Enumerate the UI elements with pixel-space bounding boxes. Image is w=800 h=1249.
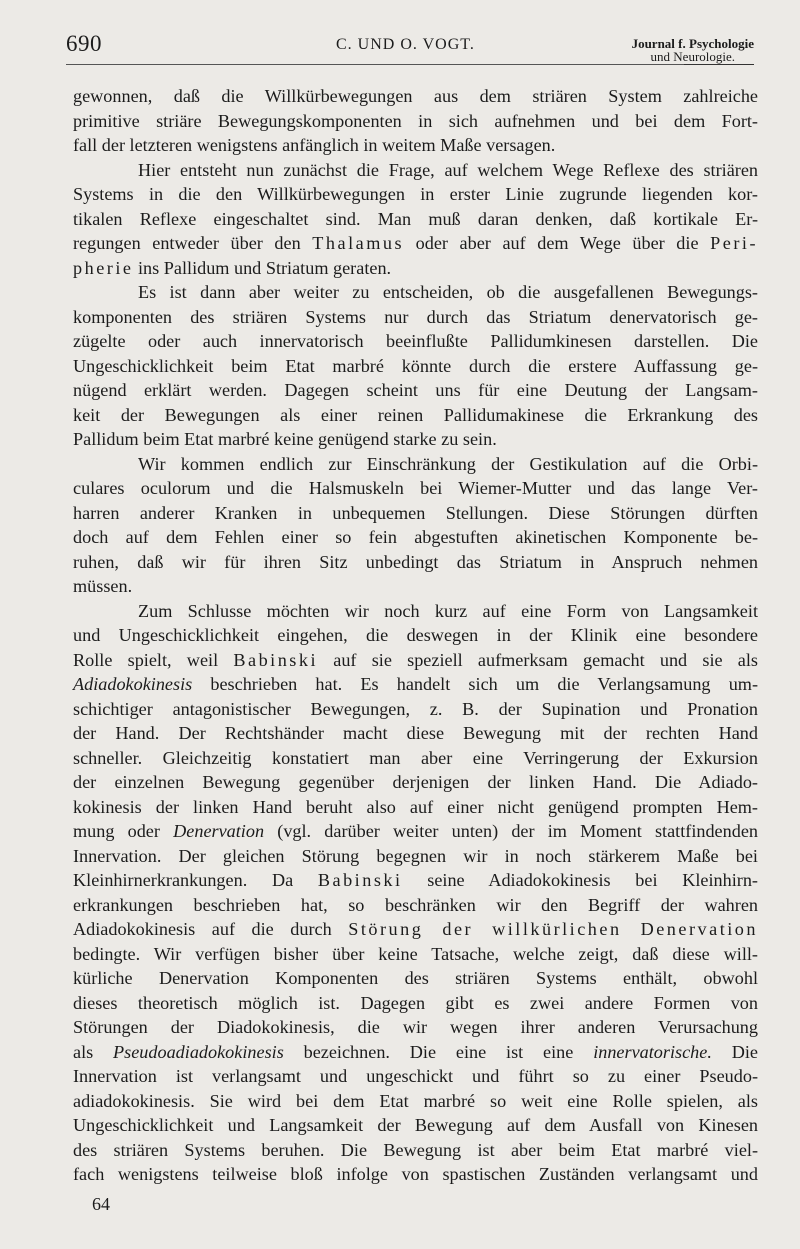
text-run: oder aber auf dem Wege über die xyxy=(404,233,711,253)
journal-line-2: und Neurologie. xyxy=(632,50,754,65)
text-line xyxy=(73,893,758,918)
text-line xyxy=(73,1040,758,1065)
text-line xyxy=(73,770,758,795)
text-run: doch auf dem Fehlen einer so fein abgestuften akinetischen Komponente be- xyxy=(73,527,758,547)
text-line xyxy=(73,427,758,452)
text-line xyxy=(73,697,758,722)
spaced-name: Störung der willkürlichen Denervation xyxy=(348,919,758,939)
text-run: Störungen der Diadokokinesis, die wir wegen ihrer anderen Verursachung xyxy=(73,1017,758,1037)
text-line xyxy=(73,599,758,624)
text-line xyxy=(73,746,758,771)
text-line xyxy=(73,501,758,526)
text-run: komponenten des striären Systems nur durch das Striatum denervatorisch ge- xyxy=(73,306,758,327)
text-run: Kleinhirnerkrankungen. Da xyxy=(73,870,318,890)
text-run: erkrankungen beschrieben hat, so beschränken wir den Begriff der wahren xyxy=(73,894,758,915)
text-line xyxy=(73,182,758,207)
spaced-name: Babinski xyxy=(317,870,403,890)
header-rule xyxy=(66,64,684,65)
text-run: als xyxy=(73,1041,114,1062)
text-run: adiadokokinesis. Sie wird bei dem Etat marbré so weit eine Rolle spielen, als xyxy=(73,1090,758,1111)
text-run: kürliche Denervation Komponenten des striären Systems enthält, obwohl xyxy=(73,968,758,988)
text-run: Innervation ist verlangsamt und ungeschickt und führt so zu einer Pseudo- xyxy=(73,1066,758,1086)
text-run: Ungeschicklichkeit beim Etat marbré könnte durch die erstere Auffassung ge- xyxy=(73,355,758,376)
text-run: der einzelnen Bewegung gegenüber derjenigen der linken Hand. Die Adiado- xyxy=(73,772,758,792)
text-run: des striären Systems beruhen. Die Bewegung ist aber beim Etat marbré viel- xyxy=(73,1139,758,1160)
text-run: ruhen, daß wir für ihren Sitz unbedingt das Striatum in Anspruch nehmen xyxy=(73,551,758,572)
text-run: Hier entsteht nun zunächst die Frage, auf welchem Wege Reflexe des striären xyxy=(138,159,758,180)
text-run: bezeichnen. Die eine ist eine xyxy=(283,1041,594,1062)
text-run: culares oculorum und die Halsmuskeln bei Wiemer-Mutter und das lange Ver- xyxy=(73,478,758,498)
text-line xyxy=(73,329,758,354)
text-run: der Hand. Der Rechtshänder macht diese Bewegung mit der rechten Hand xyxy=(73,723,758,743)
text-line xyxy=(73,1089,758,1114)
printer-signature: 64 xyxy=(92,1194,110,1214)
text-run: beschrieben hat. Es handelt sich um die Verlangsamung um- xyxy=(192,674,758,694)
text-run: Rolle spielt, weil xyxy=(73,649,234,670)
text-run: nügend erklärt werden. Dagegen scheint uns für eine Deutung der Langsam- xyxy=(73,380,758,400)
text-line xyxy=(73,623,758,648)
text-line xyxy=(73,991,758,1016)
text-line xyxy=(73,721,758,746)
text-run: dieses theoretisch möglich ist. Dagegen gibt es zwei andere Formen von xyxy=(73,992,758,1013)
italic-term: Adiadokokinesis xyxy=(73,674,193,694)
text-line xyxy=(73,354,758,379)
text-line xyxy=(73,868,758,893)
text-run: keit der Bewegungen als einer reinen Pallidumakinese die Erkrankung des xyxy=(73,404,758,425)
text-line xyxy=(73,476,758,501)
text-run: auf sie speziell aufmerksam gemacht und sie als xyxy=(318,649,758,670)
text-run: Systems in die den Willkürbewegungen in erster Linie zugrunde liegenden kor- xyxy=(73,184,758,204)
text-run: kokinesis der linken Hand beruht also auf einer nicht genügend prompten Hem- xyxy=(73,796,758,817)
text-line xyxy=(73,403,758,428)
text-line xyxy=(73,1162,758,1187)
text-line xyxy=(73,133,758,158)
page-header xyxy=(66,24,754,70)
text-line xyxy=(73,1113,758,1138)
text-line xyxy=(73,574,758,599)
text-line xyxy=(73,917,758,942)
text-line xyxy=(73,1138,758,1163)
text-line xyxy=(73,452,758,477)
italic-term: Pseudoadiadokokinesis xyxy=(113,1041,284,1062)
text-line xyxy=(73,280,758,305)
text-line xyxy=(73,305,758,330)
text-line xyxy=(73,966,758,991)
spaced-name: pherie xyxy=(73,257,134,278)
text-line xyxy=(73,378,758,403)
text-run: müssen. xyxy=(73,576,133,596)
text-run: fall der letzteren wenigstens anfänglich in weitem Maße versagen. xyxy=(73,135,556,155)
text-line xyxy=(73,795,758,820)
text-line xyxy=(73,819,758,844)
text-line xyxy=(73,84,758,109)
text-run: schichtiger antagonistischer Bewegungen, z. B. der Supination und Pronation xyxy=(73,698,758,719)
text-run: Pallidum beim Etat marbré keine genügend starke zu sein. xyxy=(73,429,497,449)
body-text xyxy=(73,84,758,1187)
text-line xyxy=(73,158,758,183)
text-line xyxy=(73,648,758,673)
spaced-name: Babinski xyxy=(233,649,319,670)
running-head: C. UND O. VOGT. xyxy=(336,36,475,53)
text-line xyxy=(73,109,758,134)
text-run: (vgl. darüber weiter unten) der im Moment stattfindenden xyxy=(264,821,758,841)
text-line xyxy=(73,256,758,281)
text-run: harren anderer Kranken in unbequemen Stellungen. Diese Störungen dürften xyxy=(73,502,758,523)
text-run: schneller. Gleichzeitig konstatiert man aber eine Verringerung der Exkursion xyxy=(73,747,758,768)
text-run: fach wenigstens teilweise bloß infolge von spastischen Zuständen verlangsamt und xyxy=(73,1164,758,1184)
journal-line-1: Journal f. Psychologie xyxy=(631,36,754,51)
text-line xyxy=(73,1015,758,1040)
text-run: Ungeschicklichkeit und Langsamkeit der Bewegung auf dem Ausfall von Kinesen xyxy=(73,1115,758,1135)
text-run: Zum Schlusse möchten wir noch kurz auf eine Form von Langsamkeit xyxy=(138,600,758,621)
text-run: Innervation. Der gleichen Störung begegnen wir in noch stärkerem Maße bei xyxy=(73,845,758,866)
text-run: seine Adiadokokinesis bei Kleinhirn- xyxy=(402,870,758,890)
text-line xyxy=(73,942,758,967)
text-line xyxy=(73,207,758,232)
spaced-name: Peri- xyxy=(710,233,758,253)
text-line xyxy=(73,672,758,697)
text-run: tikalen Reflexe eingeschaltet sind. Man muß daran denken, daß kortikale Er- xyxy=(73,208,758,229)
italic-term: innervatorische. xyxy=(593,1041,712,1062)
text-line xyxy=(73,525,758,550)
text-run: bedingte. Wir verfügen bisher über keine Tatsache, welche zeigt, daß diese will- xyxy=(73,943,758,964)
text-line xyxy=(73,231,758,256)
text-run: Wir kommen endlich zur Einschränkung der Gestikulation auf die Orbi- xyxy=(138,453,758,474)
text-run: mung oder xyxy=(73,821,174,841)
text-run: Adiadokokinesis auf die durch xyxy=(73,919,349,939)
text-run: regungen entweder über den xyxy=(73,233,313,253)
text-line xyxy=(73,844,758,869)
italic-term: Denervation xyxy=(173,821,265,841)
text-run: zügelte oder auch innervatorisch beeinflußte Pallidumkinesen darstellen. Die xyxy=(73,331,758,351)
page-number: 690 xyxy=(66,31,102,56)
text-run: und Ungeschicklichkeit eingehen, die deswegen in der Klinik eine besondere xyxy=(73,625,758,645)
text-run: Es ist dann aber weiter zu entscheiden, ob die ausgefallenen Bewegungs- xyxy=(138,282,758,302)
text-line xyxy=(73,550,758,575)
spaced-name: Thalamus xyxy=(312,233,405,253)
text-line xyxy=(73,1064,758,1089)
text-run: Die xyxy=(711,1041,758,1062)
journal-abbreviation xyxy=(632,37,754,65)
text-run: primitive striäre Bewegungskomponenten in sich aufnehmen und bei dem Fort- xyxy=(73,110,758,131)
text-run: gewonnen, daß die Willkürbewegungen aus dem striären System zahlreiche xyxy=(73,86,758,106)
text-run: ins Pallidum und Striatum geraten. xyxy=(133,257,392,278)
